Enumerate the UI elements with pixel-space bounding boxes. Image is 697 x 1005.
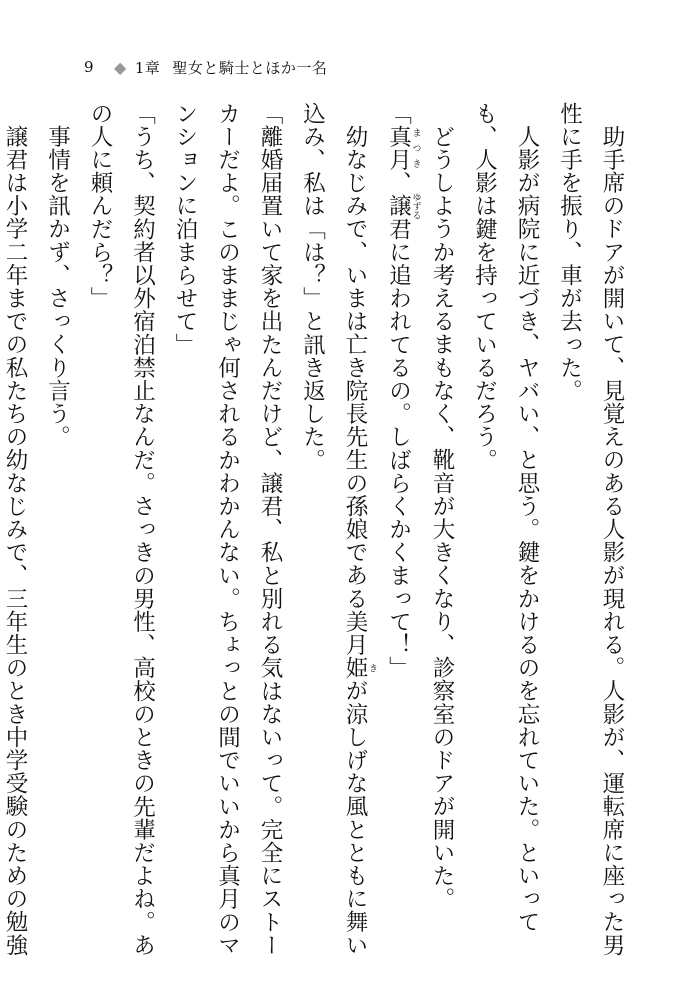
page-number: 9 [84, 58, 95, 76]
running-header [84, 54, 327, 80]
paragraph: 幼なじみで、いまは亡き院長先生の孫娘である美月姫 きが涼しげな風とともに舞い込み、私は「は？」と訊き返した。 [299, 102, 377, 957]
chapter-label: 1章 [134, 58, 161, 77]
paragraph: 事情を訊かず、さっくり言う。 [44, 124, 71, 448]
paragraph: 「うち、契約者以外宿泊禁止なんだ。さっきの男性、高校のときの先輩だよね。あの人に頼んだら？」 [87, 102, 156, 957]
paragraph: 助手席のドアが開いて、見覚えのある人影が現れる。人影が、運転席に座った男性に手を振り、車が去った。 [556, 102, 625, 957]
paragraph: 「離婚届置いて家を出たんだけど、譲君、私と別れる気はないって。完全にストーカーだよ。このままじゃ何されるかわかんない。ちょっとの間でいいから真月のマンションに泊まらせて」 [172, 102, 283, 957]
body-text [2, 102, 633, 972]
ruby-name-yuzuru: 譲 ゆずる [385, 192, 421, 220]
paragraph: どうしようか考えるまもなく、靴音が大きくなり、診察室のドアが開いた。 [429, 124, 455, 910]
ruby-name-hime: 姫 き [342, 655, 377, 679]
paragraph: 人影が病院に近づき、ヤバい、と思う。鍵をかけるのを忘れていた。といっても、人影は鍵を持っているだろう。 [471, 102, 540, 933]
paragraph: 「真月 まつき、譲 ゆずる君に追われてるの。しばらくかくまって！」 [385, 102, 421, 680]
paragraph: 譲君は小学二年までの私たちの幼なじみで、三年生のとき中学受験のための勉強 [2, 124, 28, 957]
diamond-icon: ◆ [114, 57, 127, 77]
chapter-title: 聖女と騎士とほか一名 [172, 58, 328, 77]
ruby-name-mazuki: 真月 まつき [385, 125, 421, 172]
